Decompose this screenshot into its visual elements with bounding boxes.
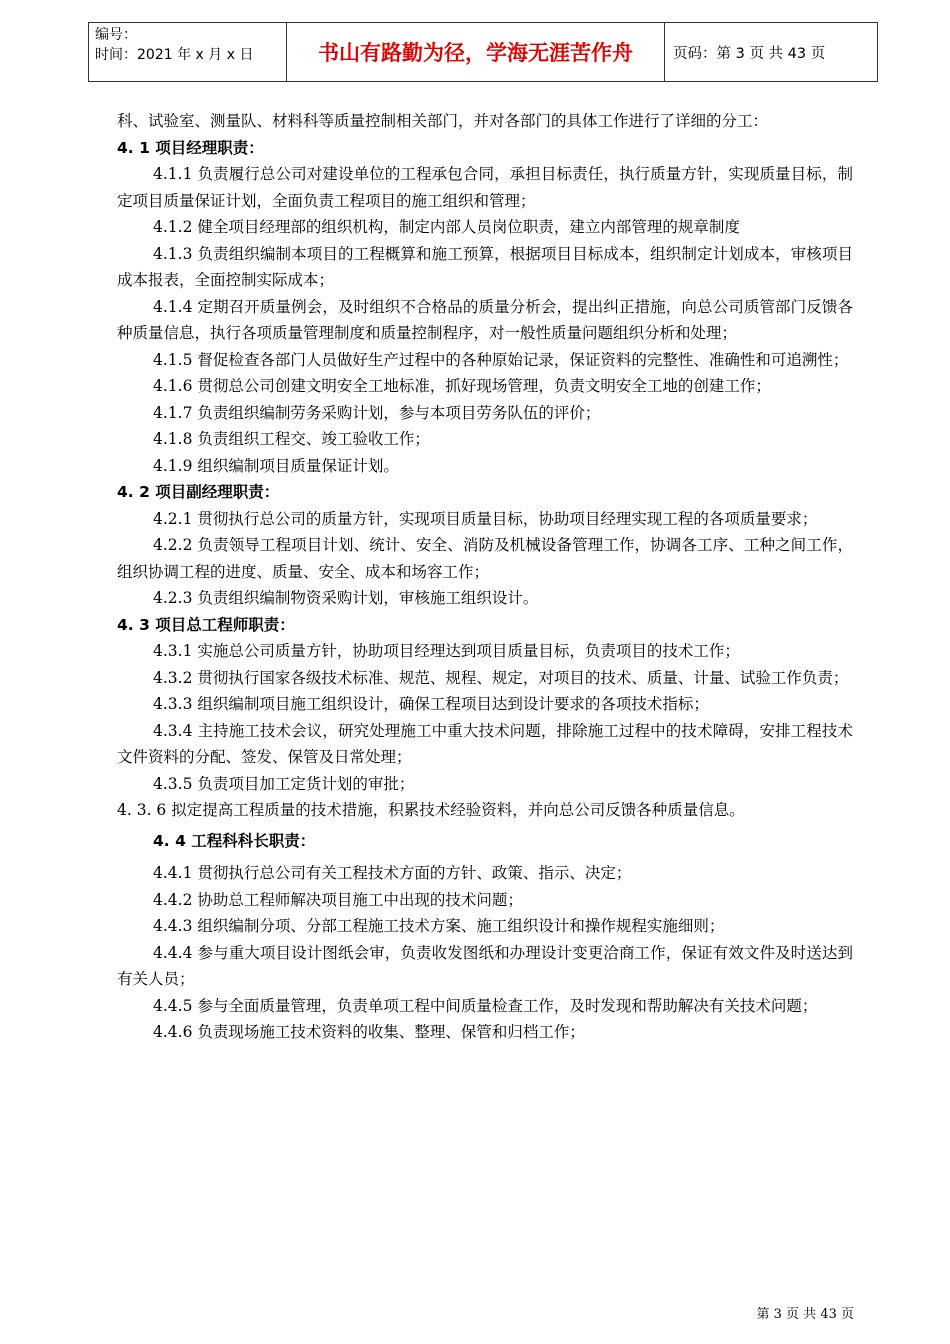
clause-4-4-5: 4.4.5 参与全面质量管理，负责单项工程中间质量检查工作，及时发现和帮助解决有关技术问题； [153,996,818,1015]
clause-4-2-2: 4.2.2 负责领导工程项目计划、统计、安全、消防及机械设备管理工作，协调各工序、工种之间工作，组织协调工程的进度、质量、安全、成本和场容工作； [117,536,853,581]
clause-4-1-4: 4.1.4 定期召开质量例会，及时组织不合格品的质量分析会，提出纠正措施，向总公司质管部门反馈各种质量信息，执行各项质量管理制度和质量控制程序，对一般性质量问题组织分析和处理； [117,297,853,342]
page-footer-number: 第 3 页 共 43 页 [756,1307,854,1322]
clause-4-3-3: 4.3.3 组织编制项目施工组织设计，确保工程项目达到设计要求的各项技术指标； [153,695,709,713]
clause-4-4-4: 4.4.4 参与重大项目设计图纸会审，负责收发图纸和办理设计变更洽商工作，保证有效文件及时送达到有关人员； [117,943,853,988]
header-motto: 书山有路勤为径，学海无涯苦作舟 [287,23,665,81]
clause-4-3-2: 4.3.2 贯彻执行国家各级技术标准、规范、规程、规定，对项目的技术、质量、计量、试验工作负责； [153,668,849,687]
clause-4-3-6: 4. 3. 6 拟定提高工程质量的技术措施，积累技术经验资料，并向总公司反馈各种质量信息。 [117,801,745,819]
clause-4-3-1: 4.3.1 实施总公司质量方针，协助项目经理达到项目质量目标，负责项目的技术工作； [153,642,740,660]
document-body [117,108,853,1046]
clause-4-1-2: 4.1.2 健全项目经理部的组织机构，制定内部人员岗位职责，建立内部管理的规章制度 [153,218,740,236]
document-number-label: 编号： [95,27,137,43]
clause-4-1-5: 4.1.5 督促检查各部门人员做好生产过程中的各种原始记录，保证资料的完整性、准确性和可追溯性； [153,350,849,369]
clause-4-1-7: 4.1.7 负责组织编制劳务采购计划，参与本项目劳务队伍的评价； [153,403,601,422]
clause-4-1-8: 4.1.8 负责组织工程交、竣工验收工作； [153,430,430,448]
clause-4-4-6: 4.4.6 负责现场施工技术资料的收集、整理、保管和归档工作； [153,1023,585,1041]
clause-4-3-4: 4.3.4 主持施工技术会议，研究处理施工中重大技术问题，排除施工过程中的技术障碍，安排工程技术文件资料的分配、签发、保管及日常处理； [117,721,853,766]
section-heading-4-2: 4. 2 项目副经理职责： [117,483,280,501]
clause-4-3-5: 4.3.5 负责项目加工定货计划的审批； [153,774,415,793]
intro-paragraph: 科、试验室、测量队、材料科等质量控制相关部门，并对各部门的具体工作进行了详细的分工： [117,112,769,130]
clause-4-2-1: 4.2.1 贯彻执行总公司的质量方针，实现项目质量目标，协助项目经理实现工程的各项质量要求； [153,509,818,528]
clause-4-1-6: 4.1.6 贯彻总公司创建文明安全工地标准，抓好现场管理，负责文明安全工地的创建工作； [153,377,771,395]
clause-4-4-3: 4.4.3 组织编制分项、分部工程施工技术方案、施工组织设计和操作规程实施细则； [153,917,725,935]
clause-4-2-3: 4.2.3 负责组织编制物资采购计划，审核施工组织设计。 [153,589,539,607]
document-date: 时间：2021 年 x 月 x 日 [95,47,254,63]
clause-4-4-2: 4.4.2 协助总工程师解决项目施工中出现的技术问题； [153,890,523,909]
clause-4-1-1: 4.1.1 负责履行总公司对建设单位的工程承包合同，承担目标责任，执行质量方针，实现质量目标，制定项目质量保证计划，全面负责工程项目的施工组织和管理； [117,165,853,210]
section-heading-4-3: 4. 3 项目总工程师职责： [117,615,295,634]
clause-4-1-3: 4.1.3 负责组织编制本项目的工程概算和施工预算，根据项目目标成本，组织制定计划成本，审核项目成本报表，全面控制实际成本； [117,244,853,289]
header-page-number: 页码：第 3 页 共 43 页 [673,45,826,62]
section-heading-4-4: 4. 4 工程科科长职责： [153,831,316,850]
page-header-table [88,22,878,82]
clause-4-4-1: 4.4.1 贯彻执行总公司有关工程技术方面的方针、政策、指示、决定； [153,864,632,882]
clause-4-1-9: 4.1.9 组织编制项目质量保证计划。 [153,456,399,475]
section-heading-4-1: 4. 1 项目经理职责： [117,138,264,157]
header-meta [89,23,287,81]
